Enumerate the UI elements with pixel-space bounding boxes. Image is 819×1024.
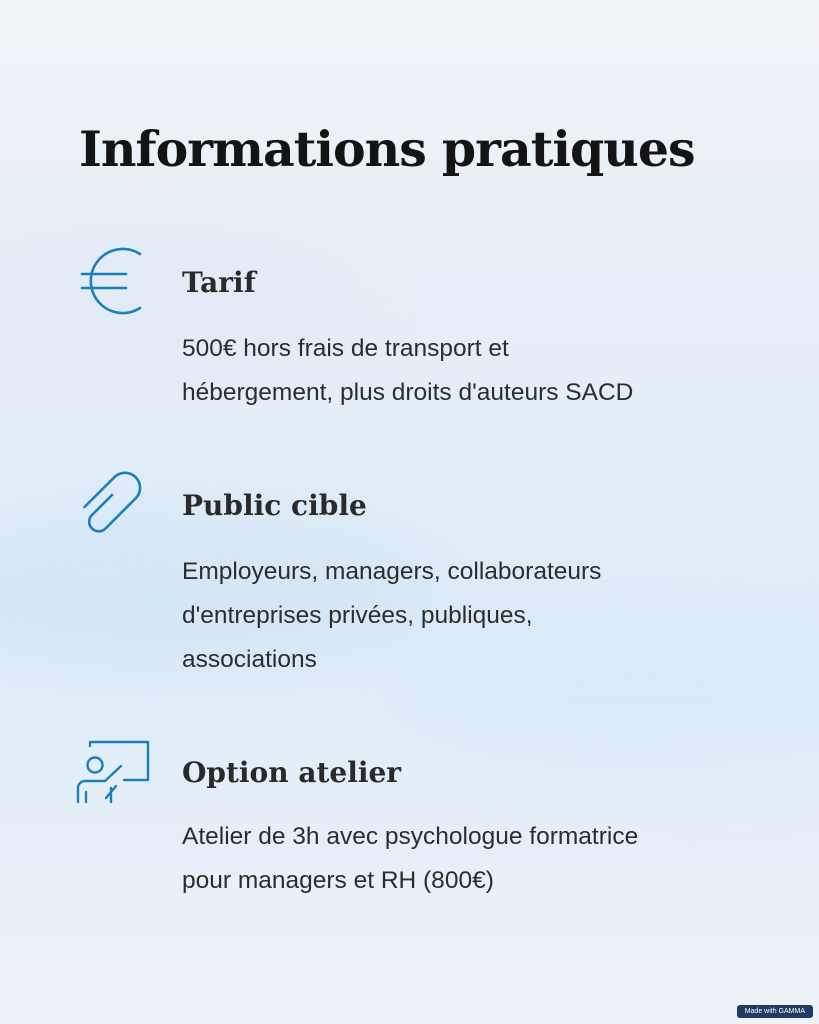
item-heading: Public cible xyxy=(182,489,367,522)
page-title: Informations pratiques xyxy=(79,120,695,178)
description-line: 500€ hors frais de transport et xyxy=(182,335,509,362)
description-line: associations xyxy=(182,646,317,673)
presentation-icon xyxy=(76,734,152,810)
item-heading: Option atelier xyxy=(182,756,402,789)
euro-icon xyxy=(76,244,152,320)
description-line: hébergement, plus droits d'auteurs SACD xyxy=(182,379,634,406)
made-with-badge[interactable]: Made with GAMMA xyxy=(737,1005,813,1018)
item-description xyxy=(182,550,772,682)
description-line: d'entreprises privées, publiques, xyxy=(182,602,533,629)
item-description xyxy=(182,327,772,415)
paperclip-icon xyxy=(76,467,152,543)
description-line: Atelier de 3h avec psychologue formatrice xyxy=(182,823,639,850)
item-description xyxy=(182,815,772,903)
item-heading: Tarif xyxy=(182,266,256,299)
description-line: Employeurs, managers, collaborateurs xyxy=(182,558,602,585)
description-line: pour managers et RH (800€) xyxy=(182,867,494,894)
